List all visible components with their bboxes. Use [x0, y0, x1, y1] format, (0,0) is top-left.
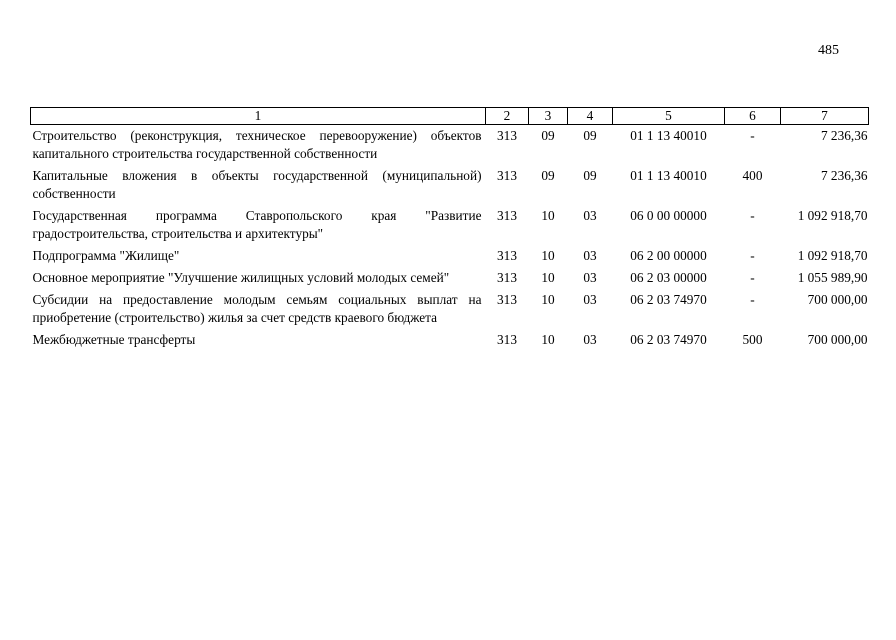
ministry-code: 313: [497, 168, 517, 183]
header-row: [31, 108, 869, 125]
table-row: [31, 205, 869, 245]
table-row: [31, 245, 869, 267]
ministry-code: 313: [497, 292, 517, 307]
subsection-code: 03: [583, 332, 597, 347]
header-col-5: 5: [613, 108, 725, 125]
target-article-code: 06 2 03 00000: [630, 270, 707, 285]
target-article-code: 06 2 03 74970: [630, 332, 707, 347]
header-col-3: 3: [529, 108, 568, 125]
table-row: [31, 289, 869, 329]
subsection-code: 03: [583, 208, 597, 223]
header-col-7: 7: [781, 108, 869, 125]
amount: 700 000,00: [807, 292, 868, 307]
expense-type-code: -: [750, 128, 755, 143]
subsection-code: 03: [583, 270, 597, 285]
amount: 700 000,00: [807, 332, 868, 347]
table-row: [31, 125, 869, 166]
amount: 7 236,36: [820, 168, 868, 183]
item-name: Межбюджетные трансферты: [32, 332, 196, 347]
section-code: 10: [541, 292, 555, 307]
amount: 1 092 918,70: [797, 208, 868, 223]
ministry-code: 313: [497, 248, 517, 263]
target-article-code: 01 1 13 40010: [630, 128, 707, 143]
header-col-1: 1: [31, 108, 486, 125]
section-code: 10: [541, 270, 555, 285]
item-name: Основное мероприятие "Улучшение жилищных условий молодых семей": [32, 270, 450, 285]
header-col-6: 6: [725, 108, 781, 125]
section-code: 10: [541, 332, 555, 347]
target-article-code: 01 1 13 40010: [630, 168, 707, 183]
ministry-code: 313: [497, 332, 517, 347]
expense-type-code: 500: [742, 332, 763, 347]
target-article-code: 06 0 00 00000: [630, 208, 707, 223]
table-row: [31, 329, 869, 351]
target-article-code: 06 2 03 74970: [630, 292, 707, 307]
ministry-code: 313: [497, 128, 517, 143]
table-row: [31, 165, 869, 205]
expense-type-code: -: [750, 270, 755, 285]
expense-type-code: -: [750, 208, 755, 223]
expense-type-code: 400: [742, 168, 763, 183]
expense-type-code: -: [750, 248, 755, 263]
amount: 1 055 989,90: [797, 270, 868, 285]
ministry-code: 313: [497, 270, 517, 285]
amount: 1 092 918,70: [797, 248, 868, 263]
subsection-code: 09: [583, 168, 597, 183]
expense-type-code: -: [750, 292, 755, 307]
item-name: Капитальные вложения в объекты государственной (муниципальной) собственности: [32, 168, 482, 201]
header-col-4: 4: [568, 108, 613, 125]
budget-table: [30, 107, 869, 351]
table-row: [31, 267, 869, 289]
item-name: Субсидии на предоставление молодым семьям социальных выплат на приобретение (строительство) жилья за счет средств краевого бюджета: [32, 292, 482, 325]
header-col-2: 2: [486, 108, 529, 125]
section-code: 10: [541, 248, 555, 263]
ministry-code: 313: [497, 208, 517, 223]
section-code: 09: [541, 168, 555, 183]
subsection-code: 03: [583, 292, 597, 307]
item-name: Строительство (реконструкция, техническое перевооружение) объектов капитального строительства государственной собственности: [32, 128, 482, 161]
page-number: 485: [818, 43, 839, 58]
section-code: 10: [541, 208, 555, 223]
item-name: Подпрограмма "Жилище": [32, 248, 180, 263]
section-code: 09: [541, 128, 555, 143]
item-name: Государственная программа Ставропольского края "Развитие градостроительства, строительства и архитектуры": [32, 208, 482, 241]
subsection-code: 03: [583, 248, 597, 263]
subsection-code: 09: [583, 128, 597, 143]
target-article-code: 06 2 00 00000: [630, 248, 707, 263]
amount: 7 236,36: [820, 128, 868, 143]
